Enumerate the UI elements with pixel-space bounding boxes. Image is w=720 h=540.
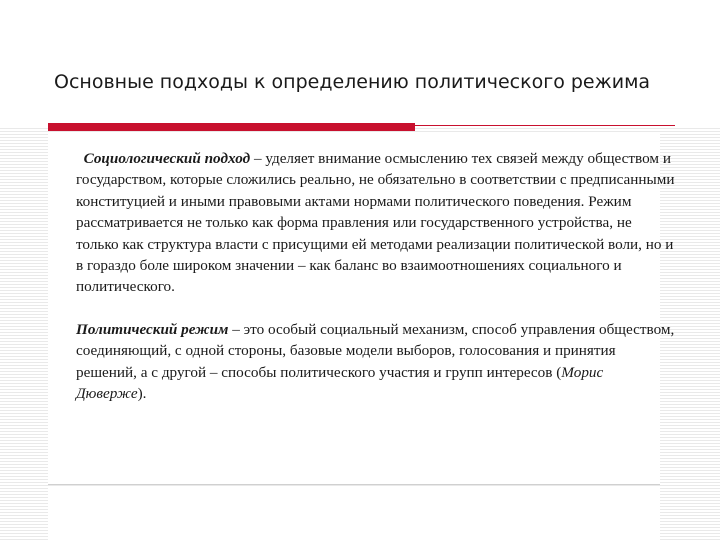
term-political-regime: Политический режим (76, 320, 229, 338)
slide-title: Основные подходы к определению политического режима (54, 71, 651, 93)
paragraph-text: – уделяет внимание осмыслению тех связей между обществом и государством, которые сложились реально, не обязательно в соответствии с предписанными конституцией и иными правовыми актами нормами политического поведения. Режим рассматривается не только как форма правления или государственного устройства, не только как структура власти с присущими ей методами реализации политической воли, но и в гораздо боле широком значении – как баланс во взаимоотношениях социального и политического. (76, 150, 675, 296)
paragraph-closing: ). (137, 385, 147, 403)
term-sociological-approach: Социологический подход (83, 150, 251, 167)
paragraph-sociological-approach (76, 148, 676, 298)
paragraph-text: – это особый социальный механизм, способ управления обществом, соединяющий, с одной стороны, базовые модели выборов, голосования и принятия решений, а с другой – способы политического участия и групп интересов ( (76, 320, 675, 381)
paragraph-political-regime (76, 319, 676, 405)
citation-author: Морис Дюверже (76, 363, 604, 403)
title-underline (415, 125, 675, 126)
slide-body (76, 148, 676, 404)
footer-panel (48, 486, 660, 540)
bottom-divider (48, 484, 660, 485)
title-accent-bar (48, 123, 415, 131)
